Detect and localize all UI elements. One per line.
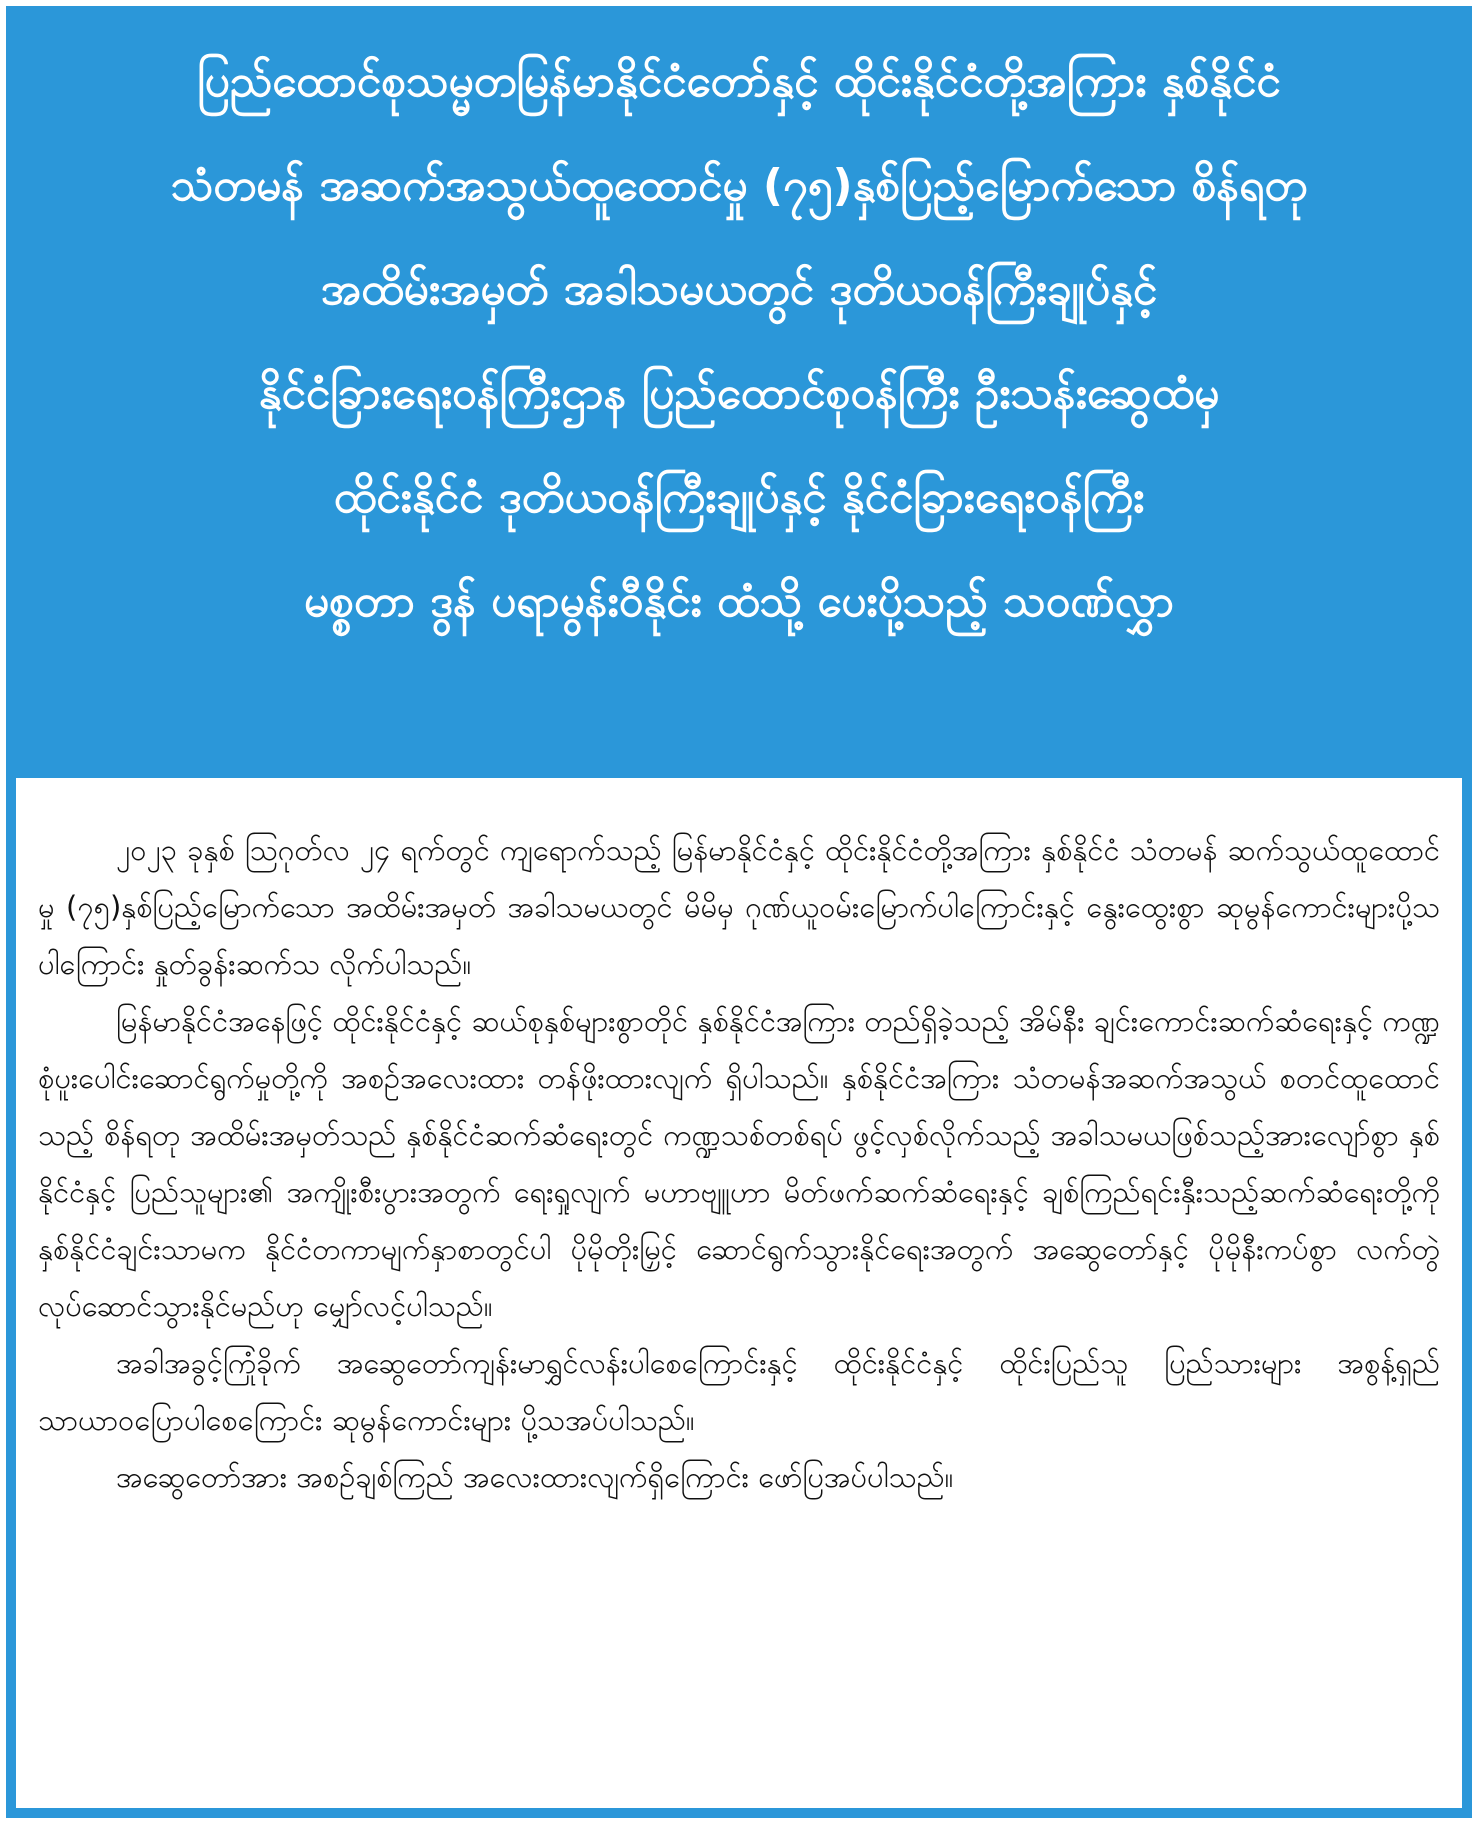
letter-paragraph-1: ၂၀၂၃ ခုနှစ် ဩဂုတ်လ ၂၄ ရက်တွင် ကျရောက်သည့် မြန်မာနိုင်ငံနှင့် ထိုင်းနိုင်ငံတို့အကြား နှစ်နိုင်ငံ သံတမန် ဆက်သွယ်ထူထောင်မှု (၇၅)နှစ်ပြည့်မြောက်သော အထိမ်းအမှတ် အခါသမယတွင် မိမိမှ ဂုဏ်ယူဝမ်းမြောက်ပါကြောင်းနှင့် နွေးထွေးစွာ ဆုမွန်ကောင်းများပို့သပါကြောင်း နှုတ်ခွန်းဆက်သ လိုက်ပါသည်။ bbox=[38, 833, 1440, 981]
title-line-2: သံတမန် အဆက်အသွယ်ထူထောင်မှု (၇၅)နှစ်ပြည့်မြောက်သော စိန်ရတု bbox=[170, 160, 1308, 211]
title-banner bbox=[6, 6, 1472, 772]
announcement-frame bbox=[6, 6, 1472, 1818]
letter-paragraph-2: မြန်မာနိုင်ငံအနေဖြင့် ထိုင်းနိုင်ငံနှင့် ဆယ်စုနှစ်များစွာတိုင် နှစ်နိုင်ငံအကြား တည်ရှိခဲ့သည့် အိမ်နီး ချင်းကောင်းဆက်ဆံရေးနှင့် ကဏ္ဍစုံပူးပေါင်းဆောင်ရွက်မှုတို့ကို အစဉ်အလေးထား တန်ဖိုးထားလျက် ရှိပါသည်။ နှစ်နိုင်ငံအကြား သံတမန်အဆက်အသွယ် စတင်ထူထောင်သည့် စိန်ရတု အထိမ်းအမှတ်သည် နှစ်နိုင်ငံဆက်ဆံရေးတွင် ကဏ္ဍသစ်တစ်ရပ် ဖွင့်လှစ်လိုက်သည့် အခါသမယဖြစ်သည့်အားလျော်စွာ နှစ်နိုင်ငံနှင့် ပြည်သူများ၏ အကျိုးစီးပွားအတွက် ရေးရှုလျက် မဟာဗျူဟာ မိတ်ဖက်ဆက်ဆံရေးနှင့် ချစ်ကြည်ရင်းနှီးသည့်ဆက်ဆံရေးတို့ကို နှစ်နိုင်ငံချင်းသာမက နိုင်ငံတကာမျက်နှာစာတွင်ပါ ပိုမိုတိုးမြှင့် ဆောင်ရွက်သွားနိုင်ရေးအတွက် အဆွေတော်နှင့် ပိုမိုနီးကပ်စွာ လက်တွဲလုပ်ဆောင်သွားနိုင်မည်ဟု မျှော်လင့်ပါသည်။ bbox=[38, 1004, 1440, 1323]
letter-paragraph-3: အခါအခွင့်ကြုံခိုက် အဆွေတော်ကျန်းမာရွှင်လန်းပါစေကြောင်းနှင့် ထိုင်းနိုင်ငံနှင့် ထိုင်းပြည်သူ ပြည်သားများ အစွန့်ရှည်သာယာဝပြောပါစေကြောင်း ဆုမွန်ကောင်းများ ပို့သအပ်ပါသည်။ bbox=[38, 1346, 1440, 1437]
title-line-5: ထိုင်းနိုင်ငံ ဒုတိယဝန်ကြီးချုပ်နှင့် နိုင်ငံခြားရေးဝန်ကြီး bbox=[333, 472, 1145, 523]
letter-paragraph-4: အဆွေတော်အား အစဉ်ချစ်ကြည် အလေးထားလျက်ရှိကြောင်း ဖော်ပြအပ်ပါသည်။ bbox=[116, 1460, 954, 1494]
title-line-3: အထိမ်းအမှတ် အခါသမယတွင် ဒုတိယဝန်ကြီးချုပ်နှင့် bbox=[320, 264, 1158, 315]
title-line-1: ပြည်ထောင်စုသမ္မတမြန်မာနိုင်ငံတော်နှင့် ထိုင်းနိုင်ငံတို့အကြား နှစ်နိုင်ငံ bbox=[197, 56, 1281, 107]
letter-body bbox=[16, 778, 1462, 1808]
title-line-6: မစ္စတာ ဒွန် ပရာမွန်းဝီနိုင်း ထံသို့ ပေးပို့သည့် သဝဏ်လွှာ bbox=[303, 576, 1174, 627]
title-line-4: နိုင်ငံခြားရေးဝန်ကြီးဌာန ပြည်ထောင်စုဝန်ကြီး ဦးသန်းဆွေထံမှ bbox=[258, 368, 1220, 419]
